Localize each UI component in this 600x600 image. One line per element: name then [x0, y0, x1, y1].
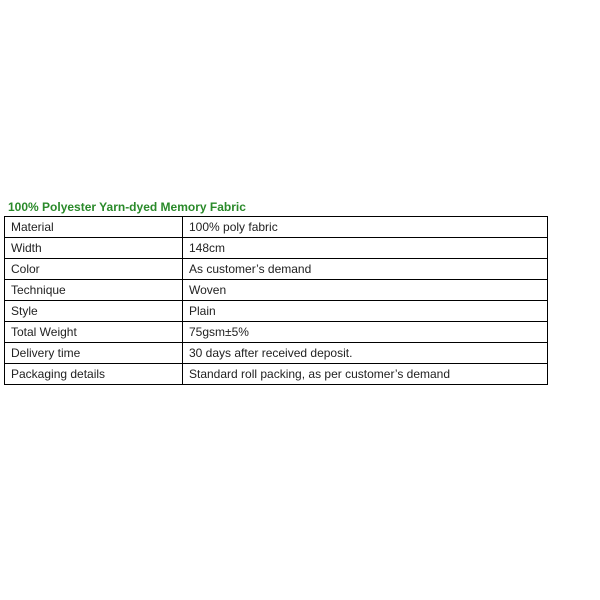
row-label: Technique	[5, 280, 183, 301]
table-row	[5, 217, 548, 238]
row-value: 148cm	[183, 238, 548, 259]
row-value: Woven	[183, 280, 548, 301]
row-value: 100% poly fabric	[183, 217, 548, 238]
row-value: 75gsm±5%	[183, 322, 548, 343]
row-label: Width	[5, 238, 183, 259]
table-row	[5, 238, 548, 259]
product-spec-block	[4, 199, 548, 385]
row-label: Style	[5, 301, 183, 322]
row-label: Material	[5, 217, 183, 238]
row-value: Plain	[183, 301, 548, 322]
row-value: Standard roll packing, as per customer’s demand	[183, 364, 548, 385]
spec-table	[4, 216, 548, 385]
row-label: Packaging details	[5, 364, 183, 385]
table-row	[5, 322, 548, 343]
row-value: As customer’s demand	[183, 259, 548, 280]
table-row	[5, 280, 548, 301]
table-row	[5, 259, 548, 280]
row-label: Color	[5, 259, 183, 280]
table-row	[5, 343, 548, 364]
table-row	[5, 364, 548, 385]
product-title: 100% Polyester Yarn-dyed Memory Fabric	[8, 200, 246, 214]
row-label: Total Weight	[5, 322, 183, 343]
row-label: Delivery time	[5, 343, 183, 364]
row-value: 30 days after received deposit.	[183, 343, 548, 364]
table-row	[5, 301, 548, 322]
